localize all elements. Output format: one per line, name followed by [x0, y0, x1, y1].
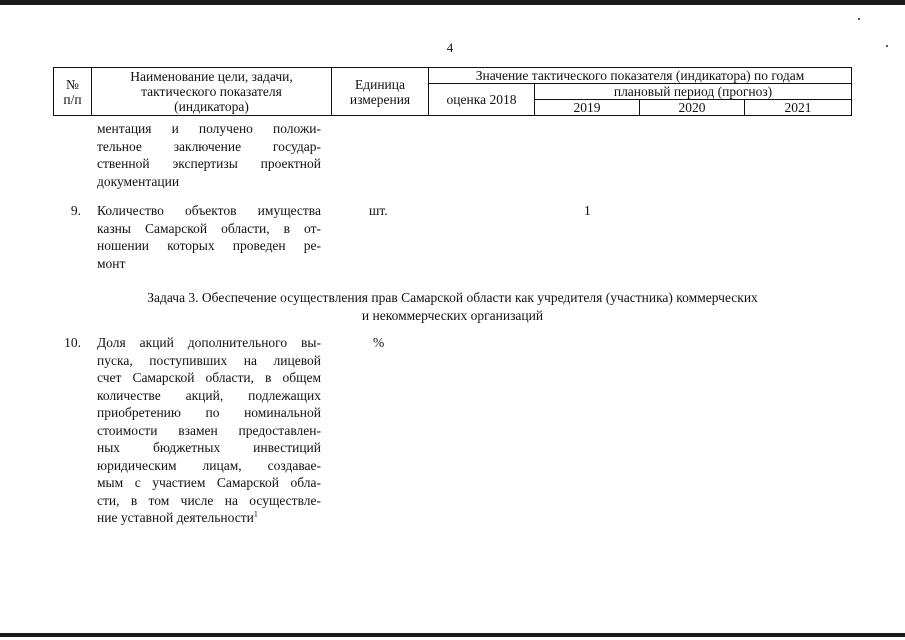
- indicator-table-header: [53, 67, 852, 116]
- row-number: 10.: [64, 335, 81, 350]
- header-values-cell: Значение тактического показателя (индикатора) по годам: [429, 68, 852, 84]
- header-number-cell: № п/п: [54, 68, 92, 116]
- row-number: 9.: [70, 203, 81, 218]
- scan-speck: [886, 45, 888, 47]
- bottom-scan-border: [0, 633, 905, 637]
- header-year-cell: 2019: [535, 100, 640, 116]
- row-indicator-name: Количество объектов имущества казны Самарской области, в от- ношении которых проведен ре- монт: [97, 203, 321, 271]
- row-estimate-2018: 1: [584, 203, 591, 218]
- header-year-cell: 2021: [745, 100, 852, 116]
- header-plan-cell: плановый период (прогноз): [535, 84, 852, 100]
- row-unit: %: [373, 335, 385, 350]
- row-unit: шт.: [369, 203, 388, 218]
- scan-speck: [858, 18, 860, 20]
- header-year-cell: 2020: [640, 100, 745, 116]
- header-name-cell: Наименование цели, задачи, тактического показателя (индикатора): [92, 68, 332, 116]
- continuation-text: ментация и получено положи- тельное заключение государ- ственной экспертизы проектной документации: [97, 121, 321, 189]
- header-estimate-cell: оценка 2018: [429, 84, 535, 116]
- header-unit-cell: Единица измерения: [332, 68, 429, 116]
- top-scan-border: [0, 0, 905, 5]
- page-number: 4: [446, 40, 454, 55]
- row-indicator-name: Доля акций дополнительного вы- пуска, поступивших на лицевой счет Самарской области, в общем количестве акций, подлежащих приобретению по номинальной стоимости взамен предоставлен- ных бюджетных инвестиций юридическим лицам, создавае- мым с участием Самарской обла- сти, в том числе на осуществле- ние уставной деятельности$^1$: [97, 335, 321, 525]
- footnote-mark: 1: [253, 509, 258, 519]
- task-heading: Задача 3. Обеспечение осуществления прав Самарской области как учредителя (участника) коммерческих и некоммерческих организаций: [147, 290, 758, 323]
